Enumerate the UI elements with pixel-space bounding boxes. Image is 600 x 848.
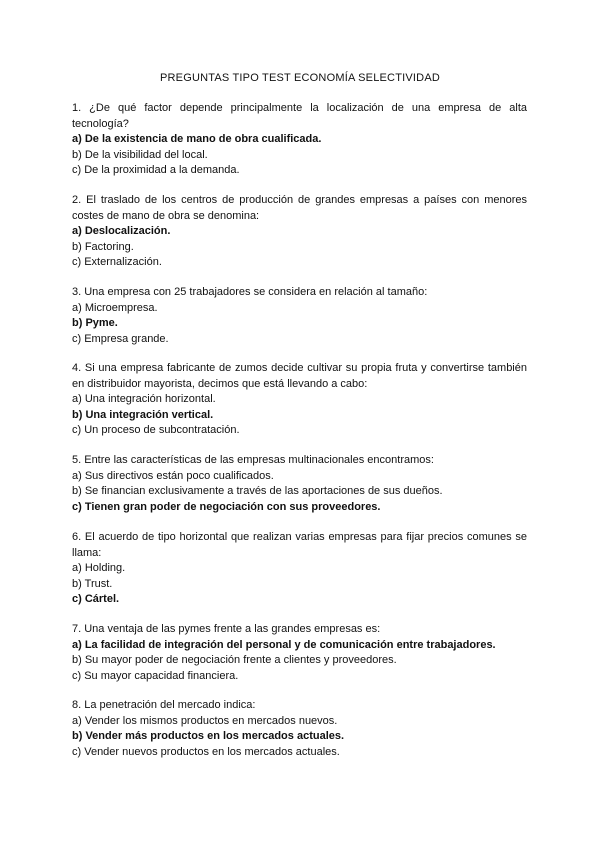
question-7: [72, 622, 527, 684]
question-3-option-b: b) Pyme.: [72, 317, 118, 329]
question-5-option-b: b) Se financian exclusivamente a través de las aportaciones de sus dueños.: [72, 485, 443, 497]
question-2-option-a: a) Deslocalización.: [72, 225, 171, 237]
question-7-option-b: b) Su mayor poder de negociación frente a clientes y proveedores.: [72, 654, 397, 666]
question-4-stem: 4. Si una empresa fabricante de zumos decide cultivar su propia fruta y convertirse también en distribuidor mayorista, decimos que está llevando a cabo:: [72, 362, 527, 390]
question-2: [72, 193, 527, 271]
question-1-option-b: b) De la visibilidad del local.: [72, 148, 208, 161]
question-5-stem: 5. Entre las características de las empresas multinacionales encontramos:: [72, 454, 434, 466]
document-title: PREGUNTAS TIPO TEST ECONOMÍA SELECTIVIDAD: [160, 72, 440, 84]
question-8-stem: 8. La penetración del mercado indica:: [72, 699, 256, 711]
question-5-option-a: a) Sus directivos están poco cualificados.: [72, 469, 274, 482]
question-8: [72, 698, 527, 760]
question-6-stem: 6. El acuerdo de tipo horizontal que realizan varias empresas para fijar precios comunes se llama:: [72, 531, 527, 559]
question-8-option-a: a) Vender los mismos productos en mercados nuevos.: [72, 714, 338, 727]
question-1-option-a: a) De la existencia de mano de obra cualificada.: [72, 133, 322, 145]
question-2-stem: 2. El traslado de los centros de producción de grandes empresas a países con menores costes de mano de obra se denomina:: [72, 194, 527, 222]
question-7-stem: 7. Una ventaja de las pymes frente a las grandes empresas es:: [72, 623, 381, 635]
question-6-option-c: c) Cártel.: [72, 593, 120, 605]
question-5-option-c: c) Tienen gran poder de negociación con sus proveedores.: [72, 500, 381, 513]
question-3: [72, 285, 527, 347]
question-7-option-a: a) La facilidad de integración del personal y de comunicación entre trabajadores.: [72, 638, 496, 651]
question-1-option-c: c) De la proximidad a la demanda.: [72, 164, 240, 176]
question-4-option-c: c) Un proceso de subcontratación.: [72, 424, 240, 436]
question-5: [72, 453, 527, 515]
question-6-option-a: a) Holding.: [72, 562, 126, 574]
question-2-option-c: c) Externalización.: [72, 256, 162, 268]
question-7-option-c: c) Su mayor capacidad financiera.: [72, 669, 239, 682]
question-6: [72, 530, 527, 608]
question-4-option-a: a) Una integración horizontal.: [72, 393, 216, 405]
question-4-option-b: b) Una integración vertical.: [72, 408, 214, 421]
question-8-option-b: b) Vender más productos en los mercados actuales.: [72, 730, 345, 742]
question-3-option-a: a) Microempresa.: [72, 301, 158, 314]
question-8-option-c: c) Vender nuevos productos en los mercados actuales.: [72, 745, 340, 758]
question-1-stem: 1. ¿De qué factor depende principalmente la localización de una empresa de alta tecnología?: [72, 102, 527, 130]
question-2-option-b: b) Factoring.: [72, 240, 134, 253]
question-4: [72, 361, 527, 439]
question-6-option-b: b) Trust.: [72, 577, 113, 590]
question-3-stem: 3. Una empresa con 25 trabajadores se considera en relación al tamaño:: [72, 286, 428, 298]
question-1: [72, 101, 527, 179]
question-3-option-c: c) Empresa grande.: [72, 332, 169, 345]
